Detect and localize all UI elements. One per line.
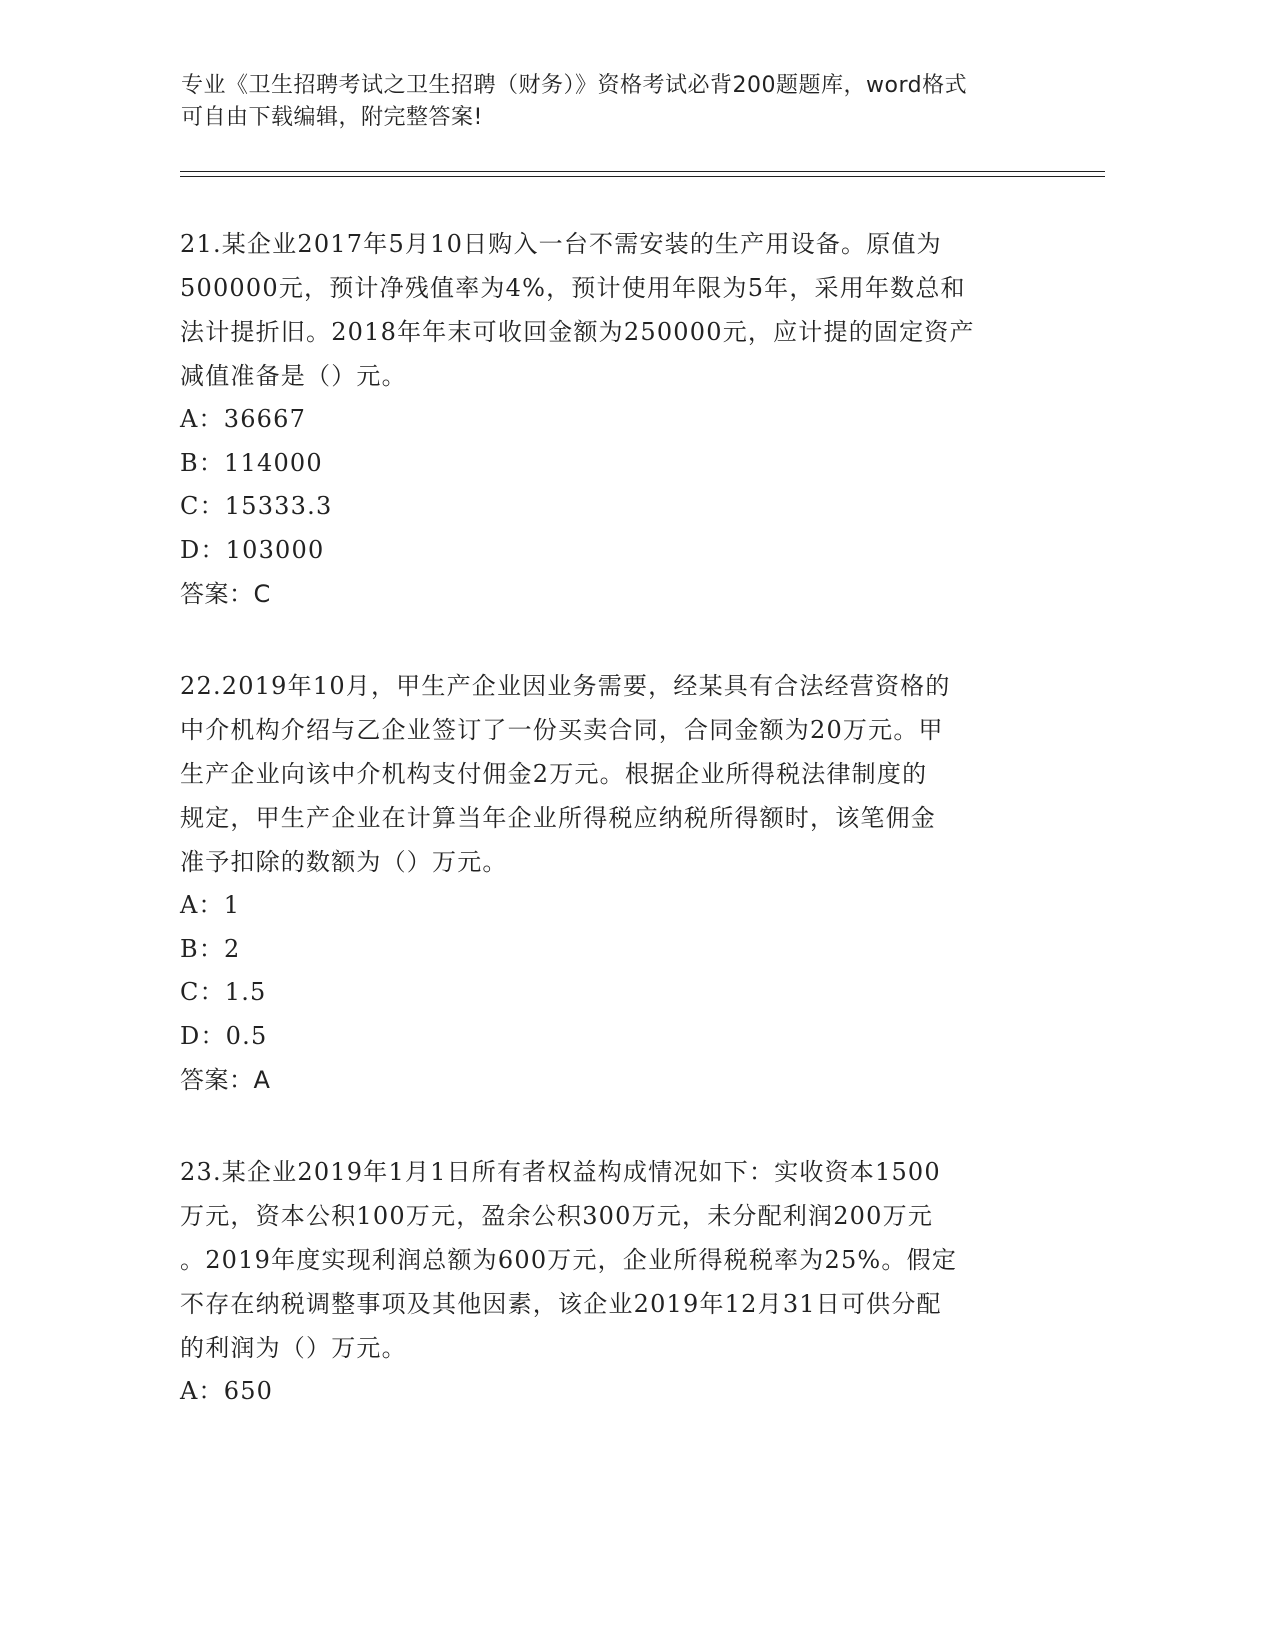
question-stem-line: 万元，资本公积100万元，盈余公积300万元，未分配利润200万元 (180, 1202, 934, 1230)
option-c: C：1.5 (180, 978, 267, 1006)
option-b: B：2 (180, 934, 241, 963)
question-stem-line: 。2019年度实现利润总额为600万元，企业所得税税率为25%。假定 (180, 1246, 958, 1274)
question-stem-line: 准予扣除的数额为（）万元。 (180, 848, 508, 876)
header-title-line-1: 专业《卫生招聘考试之卫生招聘（财务）》资格考试必背200题题库，word格式 (181, 73, 968, 98)
header-divider-bottom (180, 176, 1105, 177)
option-d: D：103000 (180, 535, 325, 564)
option-a: A：1 (180, 891, 241, 919)
question-23 (180, 1150, 1060, 1414)
answer-label: 答案：A (180, 1066, 271, 1094)
question-stem-line: 的利润为（）万元。 (180, 1334, 407, 1362)
question-stem-line: 中介机构介绍与乙企业签订了一份买卖合同，合同金额为20万元。甲 (180, 716, 944, 744)
question-stem-line: 21.某企业2017年5月10日购入一台不需安装的生产用设备。原值为 (180, 230, 942, 258)
question-22 (180, 664, 1060, 1102)
question-stem-line: 法计提折旧。2018年年末可收回金额为250000元，应计提的固定资产 (180, 318, 975, 346)
option-a: A：36667 (180, 405, 307, 433)
header-title-line-2: 可自由下载编辑，附完整答案! (181, 105, 483, 130)
header-divider-top (180, 171, 1105, 172)
question-stem-line: 不存在纳税调整事项及其他因素，该企业2019年12月31日可供分配 (180, 1290, 942, 1318)
question-list (180, 222, 1060, 1462)
question-stem-line: 规定，甲生产企业在计算当年企业所得税应纳税所得额时，该笔佣金 (180, 804, 936, 832)
document-header (181, 70, 1061, 134)
option-d: D：0.5 (180, 1021, 268, 1050)
question-stem-line: 23.某企业2019年1月1日所有者权益构成情况如下：实收资本1500 (180, 1158, 941, 1186)
question-stem-line: 生产企业向该中介机构支付佣金2万元。根据企业所得税法律制度的 (180, 760, 928, 788)
answer-label: 答案：C (180, 580, 271, 608)
question-21 (180, 222, 1060, 616)
option-a: A：650 (180, 1377, 274, 1405)
option-c: C：15333.3 (180, 492, 333, 520)
question-stem-line: 减值准备是（）元。 (180, 362, 407, 390)
option-b: B：114000 (180, 448, 323, 477)
question-stem-line: 500000元，预计净残值率为4%，预计使用年限为5年，采用年数总和 (180, 274, 966, 302)
question-stem-line: 22.2019年10月，甲生产企业因业务需要，经某具有合法经营资格的 (180, 672, 951, 700)
